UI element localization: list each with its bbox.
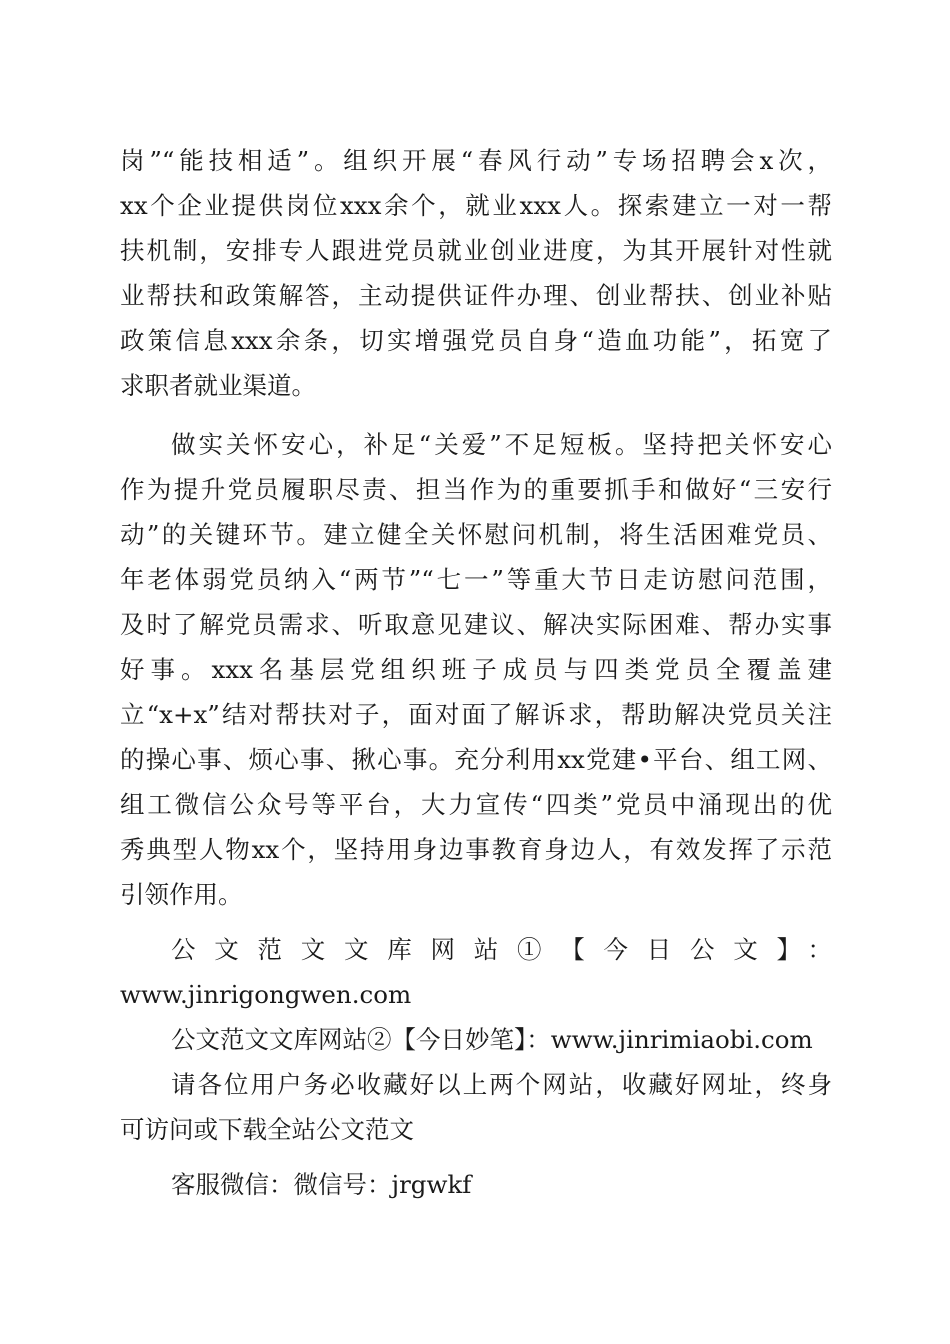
text-line: 立“x+x”结对帮扶对子，面对面了解诉求，帮助解决党员关注 [120, 700, 832, 729]
text-line: 政策信息xxx余条，切实增强党员自身“造血功能”，拓宽了 [120, 326, 832, 355]
text-line: 业帮扶和政策解答，主动提供证件办理、创业帮扶、创业补贴 [120, 281, 832, 310]
site2-line: 公文范文文库网站②【今日妙笔】：www.jinrimiaobi.com [171, 1025, 813, 1054]
text-line: 扶机制，安排专人跟进党员就业创业进度，为其开展针对性就 [120, 236, 832, 265]
text-line: 求职者就业渠道。 [120, 371, 316, 400]
text-line: xx个企业提供岗位xxx余个，就业xxx人。探索建立一对一帮 [120, 191, 832, 220]
text-line: 组工微信公众号等平台，大力宣传“四类”党员中涌现出的优 [120, 790, 832, 819]
text-line: 好事。xxx名基层党组织班子成员与四类党员全覆盖建 [120, 655, 832, 684]
text-line: 岗”“能技相适”。组织开展“春风行动”专场招聘会x次， [120, 146, 832, 175]
text-line: 秀典型人物xx个，坚持用身边事教育身边人，有效发挥了示范 [120, 835, 832, 864]
text-line: 动”的关键环节。建立健全关怀慰问机制，将生活困难党员、 [120, 520, 832, 549]
paragraph-care [120, 422, 832, 917]
paragraph-employment [120, 138, 832, 408]
text-line: 作为提升党员履职尽责、担当作为的重要抓手和做好“三安行 [120, 475, 832, 504]
document-page [120, 138, 832, 1207]
text-line: 年老体弱党员纳入“两节”“七一”等重大节日走访慰问范围， [120, 565, 832, 594]
site1-url: www.jinrigongwen.com [120, 980, 412, 1009]
text-line: 的操心事、烦心事、揪心事。充分利用xx党建•平台、组工网、 [120, 745, 832, 774]
paragraph-gap [120, 408, 832, 422]
text-line: 做实关怀安心，补足“关爱”不足短板。坚持把关怀安心 [171, 430, 832, 459]
notice-line: 请各位用户务必收藏好以上两个网站，收藏好网址，终身 [171, 1070, 832, 1099]
service-contact: 客服微信：微信号：jrgwkf [171, 1170, 472, 1199]
paragraph-gap [120, 1152, 832, 1162]
paragraph-gap [120, 917, 832, 927]
notice-line: 可访问或下载全站公文范文 [120, 1115, 414, 1144]
text-line: 及时了解党员需求、听取意见建议、解决实际困难、帮办实事 [120, 610, 832, 639]
site1-title: 公文范文文库网站①【今日公文】： [171, 935, 832, 964]
text-line: 引领作用。 [120, 880, 243, 909]
website-info [120, 927, 832, 1207]
